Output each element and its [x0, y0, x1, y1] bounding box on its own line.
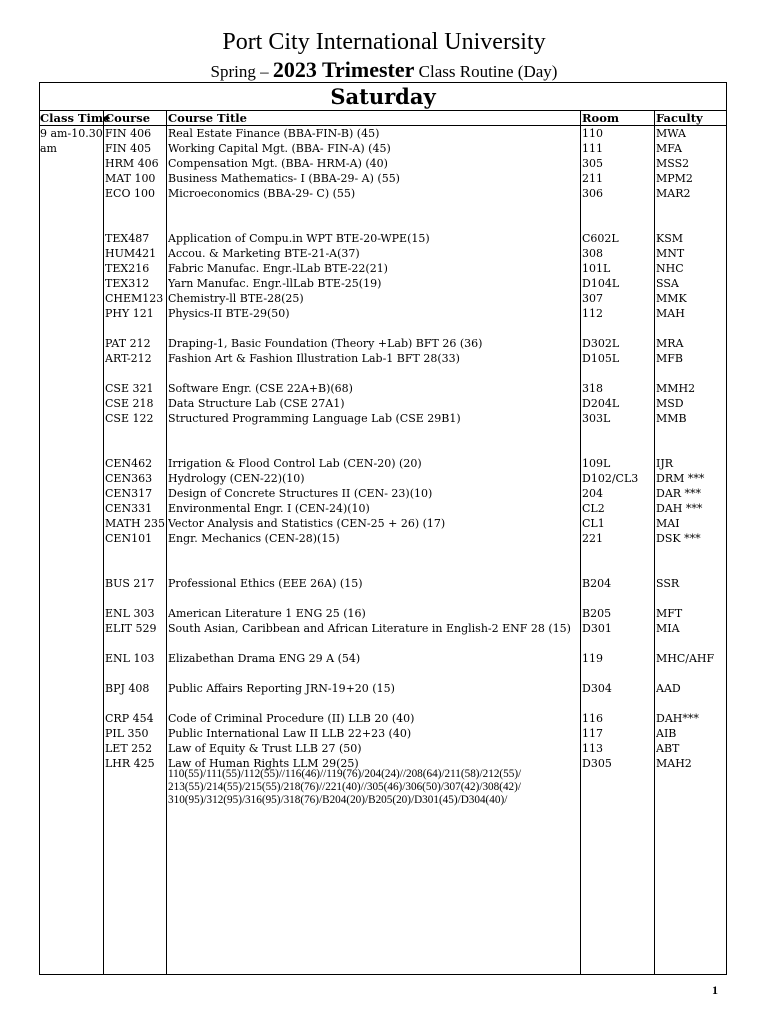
col-divider-course [103, 110, 104, 975]
course-title: Draping-1, Basic Foundation (Theory +Lab) BFT 26 (36) [168, 337, 483, 350]
header-faculty: Faculty [656, 111, 703, 125]
course-title: Physics-II BTE-29(50) [168, 307, 290, 320]
faculty: MIA [656, 622, 680, 635]
course-title: Compensation Mgt. (BBA- HRM-A) (40) [168, 157, 388, 170]
subtitle-routine: Class Routine (Day) [418, 62, 558, 81]
day-heading: Saturday [330, 84, 436, 109]
course-code: MAT 100 [105, 172, 156, 185]
course-title: Engr. Mechanics (CEN-28)(15) [168, 532, 340, 545]
room: CL1 [582, 517, 605, 530]
course-code: CHEM123 [105, 292, 164, 305]
course-code: ECO 100 [105, 187, 155, 200]
course-title: Environmental Engr. I (CEN-24)(10) [168, 502, 370, 515]
faculty: MRA [656, 337, 684, 350]
course-title: Professional Ethics (EEE 26A) (15) [168, 577, 363, 590]
faculty: MWA [656, 127, 686, 140]
room: B205 [582, 607, 612, 620]
room: 308 [582, 247, 603, 260]
room: 116 [582, 712, 603, 725]
course-code: CEN101 [105, 532, 153, 545]
course-code: TEX216 [105, 262, 150, 275]
course-title: Fabric Manufac. Engr.-lLab BTE-22(21) [168, 262, 388, 275]
course-code: CRP 454 [105, 712, 154, 725]
course-code: TEX312 [105, 277, 150, 290]
course-code: CSE 218 [105, 397, 154, 410]
faculty: DSK *** [656, 532, 701, 545]
course-code: ENL 103 [105, 652, 155, 665]
col-divider-title [166, 110, 167, 975]
course-code: CEN331 [105, 502, 153, 515]
room: D302L [582, 337, 620, 350]
course-title: Public Affairs Reporting JRN-19+20 (15) [168, 682, 395, 695]
room: 101L [582, 262, 611, 275]
faculty: MFT [656, 607, 683, 620]
faculty: SSA [656, 277, 679, 290]
room: D105L [582, 352, 620, 365]
course-code: PAT 212 [105, 337, 151, 350]
faculty: ABT [656, 742, 680, 755]
faculty: SSR [656, 577, 680, 590]
course-title: Fashion Art & Fashion Illustration Lab-1 BFT 28(33) [168, 352, 460, 365]
course-code: PIL 350 [105, 727, 149, 740]
faculty: KSM [656, 232, 684, 245]
course-code: BPJ 408 [105, 682, 150, 695]
header-room: Room [582, 111, 620, 125]
course-code: FIN 405 [105, 142, 152, 155]
course-title: Vector Analysis and Statistics (CEN-25 + 26) (17) [168, 517, 446, 530]
room: 307 [582, 292, 603, 305]
university-title: Port City International University [222, 29, 546, 55]
faculty: DAR *** [656, 487, 702, 500]
room-list-line: 213(55)/214(55)/215(55)/218(76)//221(40)//305(46)/306(50)/307(42)/308(42)/ [168, 781, 521, 793]
faculty: MPM2 [656, 172, 693, 185]
course-code: CEN317 [105, 487, 153, 500]
faculty: MAI [656, 517, 680, 530]
course-code: PHY 121 [105, 307, 154, 320]
room: 211 [582, 172, 603, 185]
course-title: Law of Equity & Trust LLB 27 (50) [168, 742, 362, 755]
course-title: Design of Concrete Structures II (CEN- 23)(10) [168, 487, 433, 500]
faculty: NHC [656, 262, 684, 275]
course-title: Public International Law II LLB 22+23 (40) [168, 727, 412, 740]
subtitle-spring: Spring – [210, 62, 269, 81]
room: D204L [582, 397, 620, 410]
course-code: CSE 122 [105, 412, 154, 425]
course-title: Business Mathematics- I (BBA-29- A) (55) [168, 172, 400, 185]
course-title: Accou. & Marketing BTE-21-A(37) [168, 247, 360, 260]
room-capacity-list [168, 768, 521, 807]
page-number: 1 [712, 983, 718, 997]
subtitle-trimester: 2023 Trimester [272, 57, 415, 82]
course-code: MATH 235 [105, 517, 166, 530]
room: D304 [582, 682, 612, 695]
course-title: Irrigation & Flood Control Lab (CEN-20) (20) [168, 457, 422, 470]
class-time-line-2: am [40, 142, 57, 155]
course-title: Software Engr. (CSE 22A+B)(68) [168, 382, 353, 395]
faculty: IJR [656, 457, 674, 470]
room: 318 [582, 382, 603, 395]
room: 221 [582, 532, 603, 545]
course-title: Law of Human Rights LLM 29(25) [168, 757, 359, 770]
faculty: MSD [656, 397, 684, 410]
faculty: MAH2 [656, 757, 692, 770]
room-list-line: 110(55)/111(55)/112(55)//116(46)//119(76)/204(24)//208(64)/211(58)/212(55)/ [168, 768, 522, 780]
room: 113 [582, 742, 603, 755]
course-title: Microeconomics (BBA-29- C) (55) [168, 187, 356, 200]
room: 109L [582, 457, 611, 470]
room: D301 [582, 622, 612, 635]
header-course-title: Course Title [168, 111, 247, 125]
faculty: MMH2 [656, 382, 696, 395]
faculty: DAH*** [656, 712, 699, 725]
room: 117 [582, 727, 603, 740]
col-divider-faculty [654, 110, 655, 975]
faculty: MMB [656, 412, 687, 425]
faculty: DAH *** [656, 502, 703, 515]
course-title: American Literature 1 ENG 25 (16) [168, 607, 366, 620]
course-title: South Asian, Caribbean and African Literature in English-2 ENF 28 (15) [168, 622, 571, 635]
faculty: MFB [656, 352, 683, 365]
room: D102/CL3 [582, 472, 639, 485]
course-title: Hydrology (CEN-22)(10) [168, 472, 305, 485]
room: B204 [582, 577, 612, 590]
course-code: TEX487 [105, 232, 150, 245]
room: 303L [582, 412, 611, 425]
room: C602L [582, 232, 619, 245]
room: 111 [582, 142, 603, 155]
faculty: MHC/AHF [656, 652, 715, 665]
room: D305 [582, 757, 612, 770]
room: 306 [582, 187, 603, 200]
course-code: CEN363 [105, 472, 153, 485]
course-title: Yarn Manufac. Engr.-llLab BTE-25(19) [168, 277, 382, 290]
header-class-time: Class Time [40, 111, 111, 125]
room: D104L [582, 277, 620, 290]
class-time-line-1: 9 am-10.30 [40, 127, 103, 140]
room: 305 [582, 157, 603, 170]
course-title: Elizabethan Drama ENG 29 A (54) [168, 652, 361, 665]
faculty: AAD [656, 682, 681, 695]
room: 119 [582, 652, 603, 665]
course-code: HUM421 [105, 247, 157, 260]
course-code: ART-212 [105, 352, 152, 365]
course-title: Working Capital Mgt. (BBA- FIN-A) (45) [168, 142, 391, 155]
course-code: HRM 406 [105, 157, 159, 170]
room: CL2 [582, 502, 605, 515]
header-course: Course [105, 111, 151, 125]
course-title: Real Estate Finance (BBA-FIN-B) (45) [168, 127, 380, 140]
course-title: Chemistry-ll BTE-28(25) [168, 292, 304, 305]
faculty: DRM *** [656, 472, 705, 485]
room: 204 [582, 487, 603, 500]
course-code: ELIT 529 [105, 622, 157, 635]
room: 110 [582, 127, 603, 140]
course-title: Data Structure Lab (CSE 27A1) [168, 397, 345, 410]
course-title: Code of Criminal Procedure (II) LLB 20 (40) [168, 712, 415, 725]
faculty: MAH [656, 307, 685, 320]
course-code: CEN462 [105, 457, 153, 470]
faculty: MFA [656, 142, 682, 155]
course-code: FIN 406 [105, 127, 152, 140]
room-list-line: 310(95)/312(95)/316(95)/318(76)/B204(20)/B205(20)/D301(45)/D304(40)/ [168, 794, 508, 806]
faculty: MAR2 [656, 187, 691, 200]
faculty: MNT [656, 247, 685, 260]
course-code: LHR 425 [105, 757, 155, 770]
room: 112 [582, 307, 603, 320]
course-code: BUS 217 [105, 577, 155, 590]
course-title: Structured Programming Language Lab (CSE 29B1) [168, 412, 461, 425]
faculty: MMK [656, 292, 687, 305]
routine-subtitle [0, 58, 768, 84]
faculty: AIB [656, 727, 677, 740]
course-title: Application of Compu.in WPT BTE-20-WPE(15) [168, 232, 430, 245]
course-code: ENL 303 [105, 607, 155, 620]
col-divider-room [580, 110, 581, 975]
course-code: CSE 321 [105, 382, 154, 395]
faculty: MSS2 [656, 157, 690, 170]
course-code: LET 252 [105, 742, 153, 755]
